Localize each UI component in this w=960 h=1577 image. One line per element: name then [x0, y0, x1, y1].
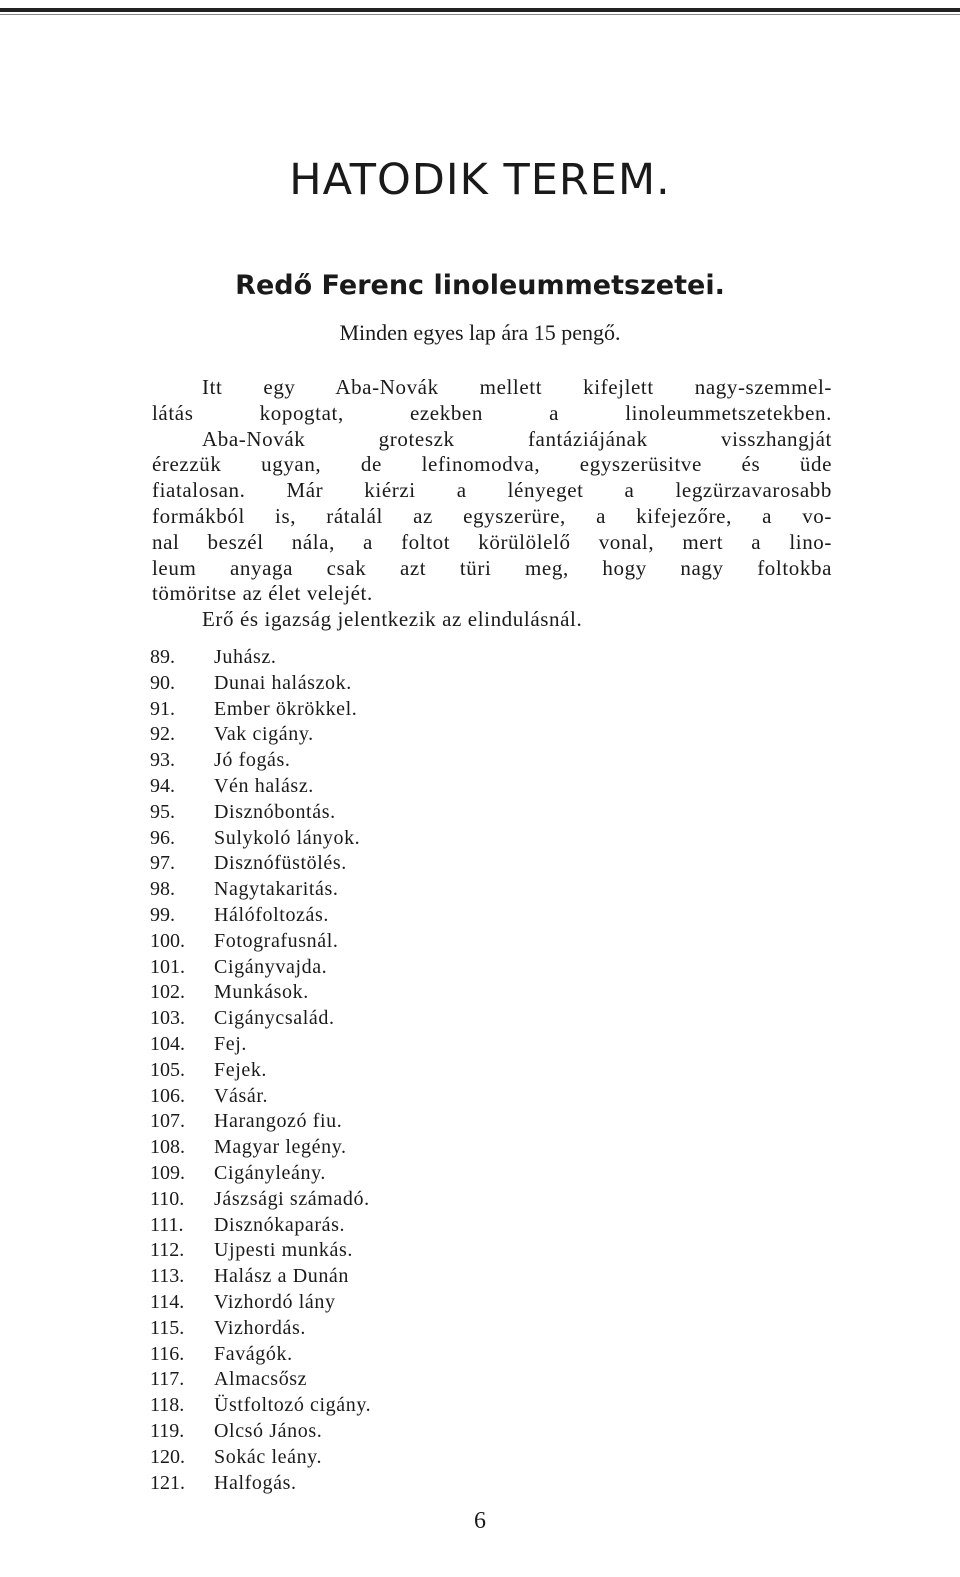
intro-line: fiatalosan. Már kiérzi a lényeget a legzürzavarosabb [152, 478, 832, 503]
item-number: 118. [150, 1394, 185, 1417]
item-title: Jászsági számadó. [214, 1187, 370, 1210]
list-item [150, 722, 570, 748]
list-item [150, 1367, 570, 1393]
intro-line: látás kopogtat, ezekben a linoleummetszetekben. [152, 400, 832, 425]
list-item [150, 980, 570, 1006]
item-number: 91. [150, 697, 175, 720]
list-item [150, 1290, 570, 1316]
intro-line: tömöritse az élet velejét. [152, 581, 373, 606]
list-item [150, 1058, 570, 1084]
item-number: 104. [150, 1032, 185, 1055]
list-item [150, 774, 570, 800]
item-number: 103. [150, 1007, 185, 1030]
list-item [150, 800, 570, 826]
item-title: Disznókaparás. [214, 1213, 346, 1236]
item-title: Cigányvajda. [214, 955, 328, 978]
item-title: Üstfoltozó cigány. [214, 1394, 372, 1417]
item-number: 111. [150, 1213, 184, 1236]
item-number: 94. [150, 774, 175, 797]
list-item [150, 1109, 570, 1135]
list-item [150, 955, 570, 981]
item-number: 95. [150, 800, 175, 823]
top-border-rule-thin [0, 14, 960, 15]
list-item [150, 1445, 570, 1471]
item-title: Magyar legény. [214, 1136, 347, 1159]
item-number: 110. [150, 1187, 185, 1210]
list-item [150, 697, 570, 723]
item-number: 105. [150, 1058, 185, 1081]
list-item [150, 1393, 570, 1419]
item-title: Cigányleány. [214, 1161, 326, 1184]
item-number: 116. [150, 1342, 185, 1365]
list-item [150, 1006, 570, 1032]
list-item [150, 1264, 570, 1290]
item-title: Olcsó János. [214, 1419, 323, 1442]
intro-line: nal beszél nála, a foltot körülölelő vonal, mert a lino- [152, 529, 832, 554]
item-title: Juhász. [214, 646, 277, 668]
item-number: 97. [150, 852, 175, 875]
item-title: Vizhordó lány [214, 1290, 336, 1313]
item-title: Fotografusnál. [214, 929, 339, 952]
item-number: 121. [150, 1471, 185, 1494]
intro-paragraph [152, 375, 832, 633]
item-title: Vásár. [214, 1084, 269, 1107]
item-title: Disznófüstölés. [214, 852, 347, 875]
item-number: 96. [150, 826, 175, 849]
list-item [150, 1135, 570, 1161]
item-number: 90. [150, 671, 175, 694]
item-title: Halász a Dunán [214, 1265, 350, 1288]
item-number: 113. [150, 1265, 185, 1288]
list-item [150, 1187, 570, 1213]
list-item [150, 1471, 570, 1497]
item-number: 106. [150, 1084, 185, 1107]
page-title: HATODIK TEREM. [289, 155, 671, 205]
intro-line: leum anyaga csak azt türi meg, hogy nagy foltokba [152, 555, 832, 580]
item-number: 108. [150, 1136, 185, 1159]
item-title: Vak cigány. [214, 723, 314, 746]
intro-line: formákból is, rátalál az egyszerüre, a kifejezőre, a vo- [152, 503, 832, 528]
item-number: 109. [150, 1161, 185, 1184]
item-number: 120. [150, 1445, 185, 1468]
list-item [150, 1032, 570, 1058]
list-item [150, 851, 570, 877]
item-title: Hálófoltozás. [214, 903, 329, 926]
item-title: Ujpesti munkás. [214, 1239, 353, 1262]
list-item [150, 645, 570, 671]
list-item [150, 826, 570, 852]
item-number: 93. [150, 749, 175, 772]
list-item [150, 1161, 570, 1187]
item-title: Favágók. [214, 1342, 293, 1365]
item-number: 119. [150, 1419, 185, 1442]
item-title: Fejek. [214, 1058, 268, 1081]
list-item [150, 1316, 570, 1342]
list-item [150, 1084, 570, 1110]
item-title: Vén halász. [214, 774, 314, 797]
item-number: 114. [150, 1290, 185, 1313]
item-title: Sokác leány. [214, 1445, 323, 1468]
item-title: Jó fogás. [214, 749, 291, 772]
item-title: Dunai halászok. [214, 671, 352, 694]
item-title: Vizhordás. [214, 1316, 306, 1339]
item-number: 117. [150, 1368, 185, 1391]
item-title: Nagytakaritás. [214, 878, 339, 901]
artwork-list [150, 645, 570, 1496]
item-number: 98. [150, 878, 175, 901]
item-title: Cigánycsalád. [214, 1007, 335, 1030]
list-item [150, 1213, 570, 1239]
item-title: Sulykoló lányok. [214, 826, 361, 849]
item-number: 100. [150, 929, 185, 952]
item-title: Ember ökrökkel. [214, 697, 358, 720]
list-item [150, 877, 570, 903]
list-item [150, 929, 570, 955]
item-title: Halfogás. [214, 1471, 297, 1494]
item-number: 102. [150, 981, 185, 1004]
item-number: 89. [150, 646, 175, 668]
intro-line: Itt egy Aba-Novák mellett kifejlett nagy-szemmel- [202, 375, 832, 399]
item-title: Munkások. [214, 981, 309, 1004]
intro-line: Erő és igazság jelentkezik az elindulásnál. [202, 607, 583, 632]
item-number: 112. [150, 1239, 185, 1262]
list-item [150, 748, 570, 774]
list-item [150, 671, 570, 697]
item-title: Fej. [214, 1032, 247, 1055]
item-title: Almacsősz [214, 1368, 308, 1391]
list-item [150, 903, 570, 929]
list-item [150, 1419, 570, 1445]
price-note: Minden egyes lap ára 15 pengő. [339, 320, 621, 345]
item-title: Disznóbontás. [214, 800, 336, 823]
item-number: 101. [150, 955, 185, 978]
item-number: 92. [150, 723, 175, 746]
item-title: Harangozó fiu. [214, 1110, 343, 1133]
intro-line: Aba-Novák groteszk fantáziájának visszhangját [202, 426, 832, 451]
section-subtitle: Redő Ferenc linoleummetszetei. [235, 270, 725, 301]
item-number: 99. [150, 903, 175, 926]
item-number: 115. [150, 1316, 185, 1339]
intro-line: érezzük ugyan, de lefinomodva, egyszerüsitve és üde [152, 452, 832, 477]
list-item [150, 1238, 570, 1264]
item-number: 107. [150, 1110, 185, 1133]
page-number: 6 [474, 1508, 486, 1534]
list-item [150, 1342, 570, 1368]
top-border-rule [0, 8, 960, 12]
